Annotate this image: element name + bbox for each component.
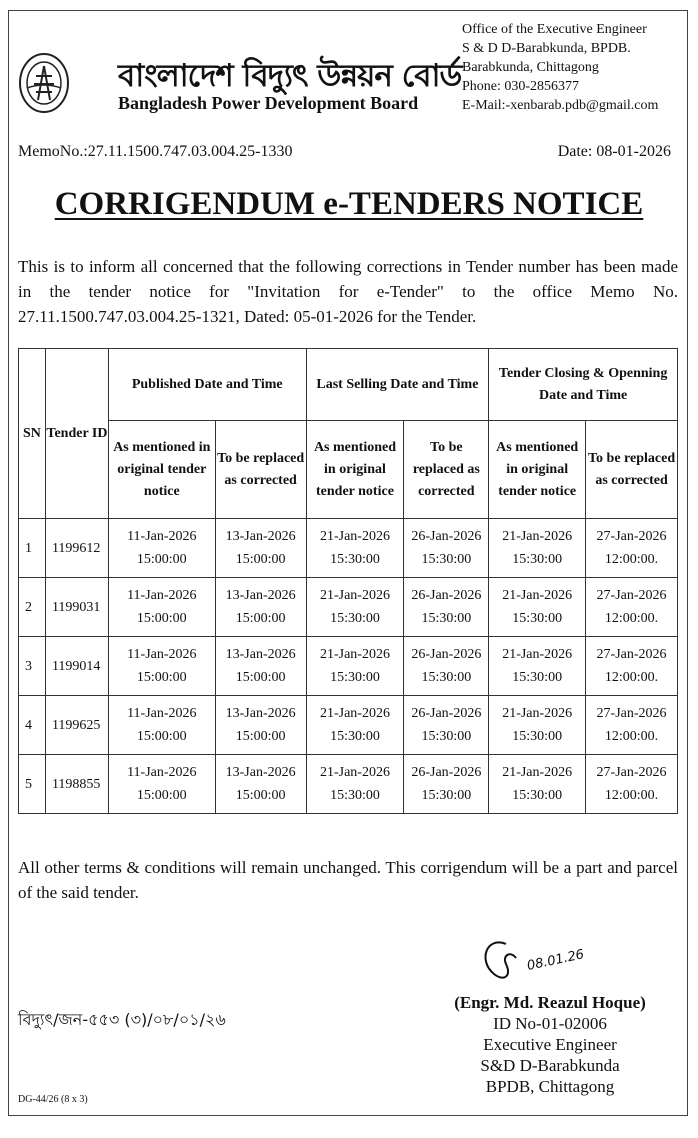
cell-datetime [215, 519, 306, 578]
cell-sn: 4 [19, 696, 46, 755]
cell-time: 15:30:00 [421, 729, 472, 744]
cell-date: 26-Jan-2026 [411, 647, 482, 662]
cell-tender-id: 1199625 [45, 696, 108, 755]
table-row [19, 637, 678, 696]
svg-text:08.01.26: 08.01.26 [525, 947, 586, 974]
cell-time: 15:30:00 [421, 552, 472, 567]
cell-date: 26-Jan-2026 [411, 706, 482, 721]
cell-time: 12:00:00. [604, 729, 659, 744]
cell-date: 26-Jan-2026 [411, 529, 482, 544]
cell-date: 21-Jan-2026 [319, 647, 390, 662]
signatory-line: Executive Engineer [483, 1035, 617, 1054]
cell-date: 11-Jan-2026 [127, 706, 197, 721]
header-group: Last Selling Date and Time [306, 349, 489, 421]
header-group: Published Date and Time [108, 349, 306, 421]
cell-datetime [404, 696, 489, 755]
cell-date: 21-Jan-2026 [502, 765, 573, 780]
cell-date: 21-Jan-2026 [502, 706, 573, 721]
reference-number-bengali: বিদ্যুৎ/জন-৫৫৩ (৩)/০৮/০১/২৬ [18, 1010, 226, 1029]
cell-datetime [215, 578, 306, 637]
cell-datetime [108, 519, 215, 578]
cell-time: 15:30:00 [512, 670, 563, 685]
cell-date: 11-Jan-2026 [127, 765, 197, 780]
signatory-name: (Engr. Md. Reazul Hoque) [454, 993, 646, 1012]
cell-time: 15:30:00 [421, 788, 472, 803]
dg-code: DG-44/26 (8 x 3) [18, 1094, 88, 1105]
cell-datetime [586, 755, 678, 814]
cell-sn: 2 [19, 578, 46, 637]
cell-time: 15:30:00 [330, 670, 380, 685]
subheader: To be replaced as corrected [586, 421, 678, 519]
cell-date: 26-Jan-2026 [411, 588, 482, 603]
signature-block [400, 992, 698, 1097]
cell-datetime [108, 755, 215, 814]
office-phone: Phone: 030-2856377 [462, 79, 580, 94]
cell-date: 27-Jan-2026 [596, 647, 667, 662]
cell-datetime [404, 519, 489, 578]
header-group: Tender Closing & Openning Date and Time [489, 349, 678, 421]
org-name-english: Bangladesh Power Development Board [118, 93, 419, 113]
cell-time: 12:00:00. [604, 552, 659, 567]
cell-time: 15:00:00 [136, 552, 187, 567]
cell-time: 15:30:00 [330, 552, 380, 567]
cell-sn: 3 [19, 637, 46, 696]
cell-date: 13-Jan-2026 [225, 647, 296, 662]
signatory-line: BPDB, Chittagong [485, 1077, 615, 1096]
cell-date: 21-Jan-2026 [502, 588, 573, 603]
cell-time: 15:30:00 [512, 552, 563, 567]
office-address [462, 20, 658, 115]
cell-datetime [586, 578, 678, 637]
cell-date: 21-Jan-2026 [319, 588, 390, 603]
org-name-bengali: বাংলাদেশ বিদ্যুৎ উন্নয়ন বোর্ড [118, 58, 462, 94]
memo-date: Date: 08-01-2026 [557, 143, 671, 160]
cell-datetime [586, 637, 678, 696]
cell-date: 21-Jan-2026 [502, 647, 573, 662]
table-row [19, 755, 678, 814]
cell-time: 15:30:00 [421, 611, 472, 626]
cell-date: 27-Jan-2026 [596, 529, 667, 544]
office-line: S & D D-Barabkunda, BPDB. [462, 41, 631, 56]
cell-time: 15:30:00 [512, 788, 563, 803]
cell-datetime [306, 637, 404, 696]
cell-date: 13-Jan-2026 [225, 765, 296, 780]
table-row [19, 696, 678, 755]
cell-date: 27-Jan-2026 [596, 765, 667, 780]
cell-time: 15:30:00 [330, 611, 380, 626]
cell-datetime [306, 696, 404, 755]
subheader: As mentioned in original tender notice [108, 421, 215, 519]
cell-date: 21-Jan-2026 [319, 706, 390, 721]
signatory-line: ID No-01-02006 [493, 1014, 607, 1033]
cell-datetime [489, 519, 586, 578]
cell-date: 27-Jan-2026 [596, 706, 667, 721]
cell-date: 26-Jan-2026 [411, 765, 482, 780]
cell-time: 15:00:00 [136, 729, 187, 744]
subheader: To be replaced as corrected [404, 421, 489, 519]
memo-number: MemoNo.:27.11.1500.747.03.004.25-1330 [18, 143, 293, 160]
office-email: E-Mail:-xenbarab.pdb@gmail.com [462, 98, 659, 113]
cell-datetime [215, 755, 306, 814]
cell-date: 21-Jan-2026 [319, 529, 390, 544]
cell-datetime [404, 755, 489, 814]
cell-time: 15:00:00 [235, 788, 286, 803]
cell-date: 13-Jan-2026 [225, 529, 296, 544]
header-tender-id: Tender ID [45, 349, 108, 519]
cell-sn: 5 [19, 755, 46, 814]
cell-date: 21-Jan-2026 [502, 529, 573, 544]
cell-datetime [306, 578, 404, 637]
cell-datetime [306, 755, 404, 814]
closing-paragraph: All other terms & conditions will remain unchanged. This corrigendum will be a part and parcel of the said tender. [18, 858, 678, 902]
cell-time: 15:30:00 [512, 611, 563, 626]
cell-datetime [108, 696, 215, 755]
table-row [19, 578, 678, 637]
cell-datetime [404, 637, 489, 696]
page-title: CORRIGENDUM e-TENDERS NOTICE [54, 186, 644, 222]
cell-time: 15:00:00 [235, 552, 286, 567]
cell-time: 12:00:00. [604, 611, 659, 626]
cell-datetime [108, 578, 215, 637]
cell-date: 11-Jan-2026 [127, 529, 197, 544]
cell-tender-id: 1199612 [45, 519, 108, 578]
cell-time: 15:30:00 [512, 729, 563, 744]
cell-datetime [404, 578, 489, 637]
cell-time: 12:00:00. [604, 670, 659, 685]
cell-time: 15:00:00 [235, 729, 286, 744]
cell-sn: 1 [19, 519, 46, 578]
cell-datetime [586, 696, 678, 755]
cell-datetime [489, 578, 586, 637]
office-line: Office of the Executive Engineer [462, 22, 647, 37]
cell-datetime [215, 637, 306, 696]
cell-time: 15:30:00 [330, 729, 380, 744]
cell-tender-id: 1199031 [45, 578, 108, 637]
cell-datetime [489, 637, 586, 696]
cell-datetime [306, 519, 404, 578]
cell-time: 15:00:00 [136, 611, 187, 626]
bpdb-logo-icon [18, 52, 70, 114]
signature-image [476, 936, 606, 986]
cell-tender-id: 1199014 [45, 637, 108, 696]
cell-time: 15:00:00 [235, 670, 286, 685]
subheader: To be replaced as corrected [215, 421, 306, 519]
cell-date: 13-Jan-2026 [225, 588, 296, 603]
cell-time: 12:00:00. [604, 788, 659, 803]
cell-date: 27-Jan-2026 [596, 588, 667, 603]
cell-time: 15:00:00 [136, 670, 187, 685]
signatory-line: S&D D-Barabkunda [480, 1056, 620, 1075]
table-row [19, 519, 678, 578]
header-sn: SN [19, 349, 46, 519]
cell-time: 15:00:00 [136, 788, 187, 803]
office-line: Barabkunda, Chittagong [462, 60, 599, 75]
corrigendum-table [18, 348, 678, 814]
cell-date: 21-Jan-2026 [319, 765, 390, 780]
cell-datetime [489, 696, 586, 755]
cell-time: 15:30:00 [330, 788, 380, 803]
intro-paragraph: This is to inform all concerned that the following corrections in Tender number has been made in the tender notice for "Invitation for e-Tender" to the office Memo No. 27.11.1500.747.03.004.25-1321, Dated: 05-01-2026 for the Tender. [18, 257, 678, 326]
cell-datetime [489, 755, 586, 814]
cell-date: 13-Jan-2026 [225, 706, 296, 721]
cell-date: 11-Jan-2026 [127, 588, 197, 603]
subheader: As mentioned in original tender notice [306, 421, 404, 519]
cell-tender-id: 1198855 [45, 755, 108, 814]
cell-datetime [215, 696, 306, 755]
cell-datetime [586, 519, 678, 578]
cell-time: 15:30:00 [421, 670, 472, 685]
subheader: As mentioned in original tender notice [489, 421, 586, 519]
cell-time: 15:00:00 [235, 611, 286, 626]
cell-datetime [108, 637, 215, 696]
cell-date: 11-Jan-2026 [127, 647, 197, 662]
